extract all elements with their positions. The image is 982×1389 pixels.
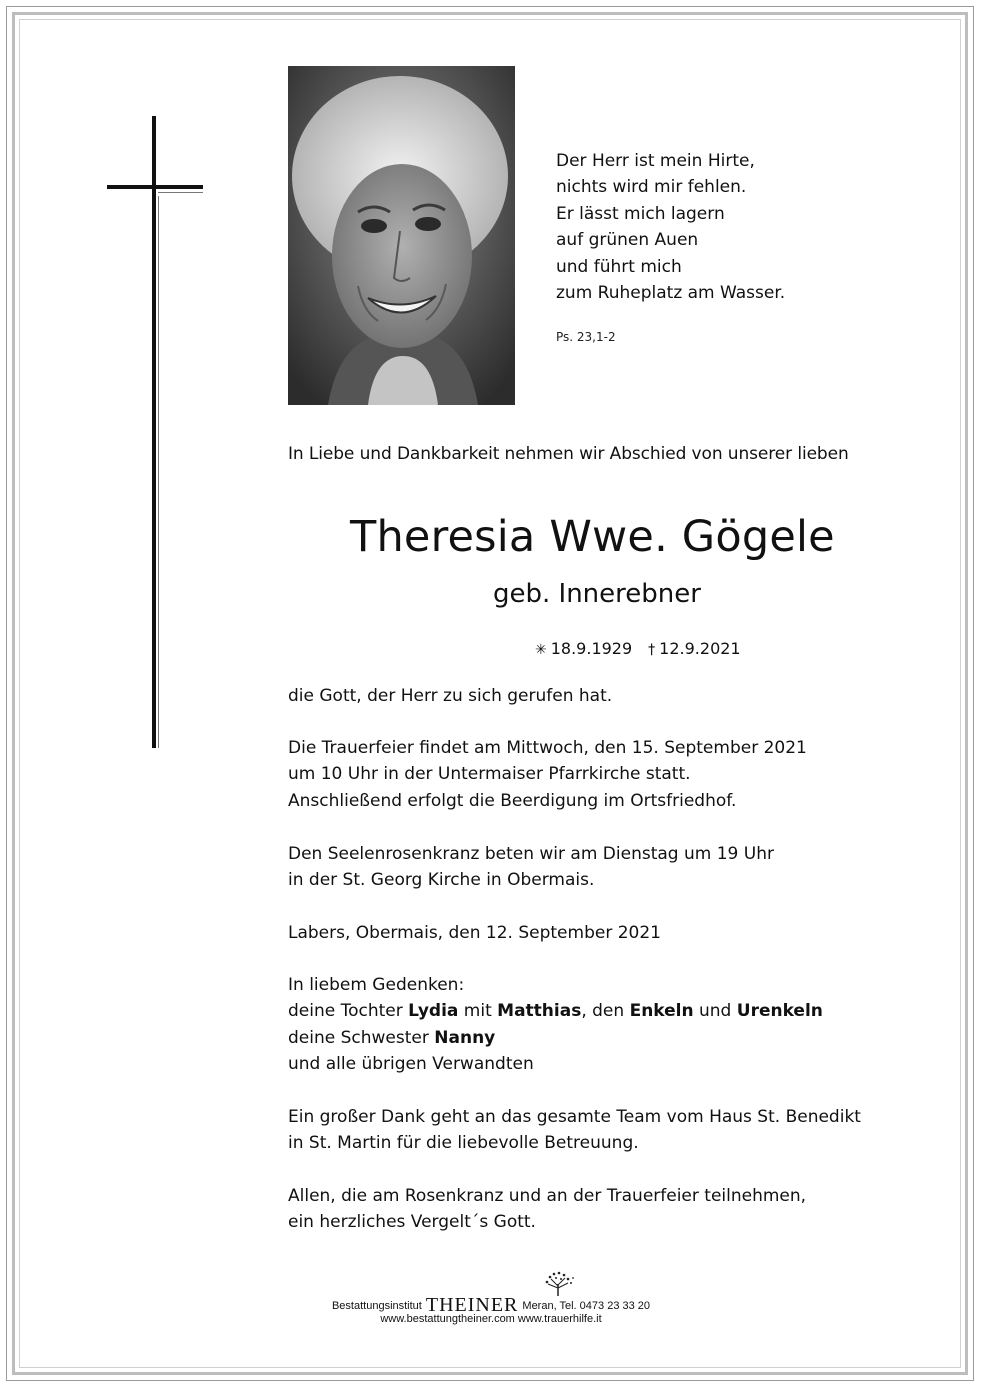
psalm-reference: Ps. 23,1-2	[556, 330, 616, 344]
portrait-photo	[288, 66, 515, 405]
psalm-line: Der Herr ist mein Hirte,	[556, 151, 755, 171]
cross-vertical-bar	[152, 116, 156, 748]
thanks-line: in St. Martin für die liebevolle Betreuung.	[288, 1133, 639, 1154]
cross-horizontal-shadow	[158, 192, 203, 193]
funeral-home-prefix: Bestattungsinstitut	[331, 1300, 422, 1312]
death-date: 12.9.2021	[659, 639, 741, 658]
deceased-name: Theresia Wwe. Gögele	[350, 512, 835, 562]
life-dates	[535, 639, 741, 658]
called-home-text: die Gott, der Herr zu sich gerufen hat.	[288, 686, 613, 706]
funeral-paragraph	[288, 735, 807, 814]
mourner-name: Lydia	[408, 1001, 459, 1022]
birth-date: 18.9.1929	[550, 639, 633, 658]
rosary-paragraph	[288, 841, 774, 894]
closing-paragraph	[288, 1183, 806, 1236]
intro-text: In Liebe und Dankbarkeit nehmen wir Abschied von unserer lieben	[288, 444, 849, 464]
funeral-line: Die Trauerfeier findet am Mittwoch, den 15. September 2021	[288, 738, 807, 758]
psalm-line: auf grünen Auen	[556, 230, 699, 251]
maiden-name: geb. Innerebner	[493, 579, 701, 609]
cross-vertical-shadow	[158, 196, 159, 748]
rosary-line: in der St. Georg Kirche in Obermais.	[288, 870, 595, 891]
portrait-image	[288, 66, 515, 405]
funeral-home-contact: Meran, Tel. 0473 23 33 20	[522, 1300, 651, 1312]
thanks-paragraph	[288, 1104, 861, 1157]
psalm-line: nichts wird mir fehlen.	[556, 177, 747, 198]
closing-line: Allen, die am Rosenkranz und an der Trauerfeier teilnehmen,	[288, 1186, 807, 1206]
tree-logo-icon	[540, 1270, 576, 1296]
psalm-line: zum Ruheplatz am Wasser.	[556, 283, 786, 304]
mourners-line-relatives: und alle übrigen Verwandten	[288, 1054, 534, 1075]
birth-star-icon: ✳	[535, 642, 547, 658]
mourners-line-sister: deine Schwester Nanny	[288, 1027, 496, 1048]
mourners-line-daughter: deine Tochter Lydia mit Matthias, den Enkeln und Urenkeln	[288, 1001, 823, 1022]
mourner-name: Nanny	[434, 1027, 496, 1048]
funeral-home-websites[interactable]: www.bestattungtheiner.com www.trauerhilfe.it	[380, 1313, 602, 1325]
mourners-heading: In liebem Gedenken:	[288, 975, 465, 995]
mourner-name: Matthias	[497, 1001, 582, 1022]
death-cross-icon: †	[648, 642, 656, 658]
mourner-name: Enkeln	[629, 1001, 694, 1022]
psalm-verse	[556, 148, 785, 306]
psalm-line: Er lässt mich lagern	[556, 203, 725, 224]
mourner-name: Urenkeln	[736, 1001, 823, 1022]
funeral-line: Anschließend erfolgt die Beerdigung im Ortsfriedhof.	[288, 790, 737, 811]
cross-horizontal-bar	[107, 185, 203, 189]
rosary-line: Den Seelenrosenkranz beten wir am Dienstag um 19 Uhr	[288, 844, 774, 864]
thanks-line: Ein großer Dank geht an das gesamte Team vom Haus St. Benedikt	[288, 1107, 861, 1127]
place-date: Labers, Obermais, den 12. September 2021	[288, 923, 661, 943]
mourners-paragraph	[288, 972, 823, 1078]
funeral-line: um 10 Uhr in der Untermaiser Pfarrkirche statt.	[288, 764, 691, 785]
psalm-line: und führt mich	[556, 256, 682, 277]
closing-line: ein herzliches Vergelt´s Gott.	[288, 1212, 536, 1233]
funeral-home-logo: THEINER	[425, 1294, 519, 1316]
